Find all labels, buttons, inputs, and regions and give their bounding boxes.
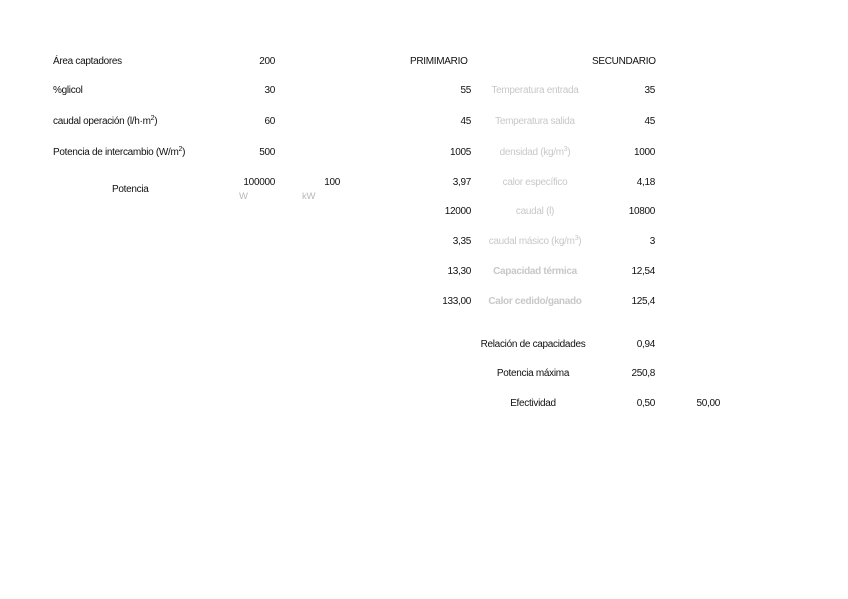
relacion-capacidades-value: 0,94 bbox=[636, 339, 655, 350]
primario-header: PRIMIMARIO bbox=[410, 56, 468, 67]
secundario-header: SECUNDARIO bbox=[592, 56, 656, 67]
potencia-kw-unit: kW bbox=[302, 191, 316, 202]
table-row-label: densidad $(kg/m^3)$ bbox=[499, 146, 571, 158]
potencia-intercambio-label: Potencia de intercambio $(W/m^2)$ bbox=[53, 146, 186, 158]
table-row-secondary: 3 bbox=[649, 236, 655, 247]
table-row-secondary: 4,18 bbox=[636, 177, 655, 188]
potencia-intercambio-value: 500 bbox=[259, 147, 275, 158]
potencia-label: Potencia bbox=[112, 184, 149, 195]
table-row-label: Calor cedido/ganado bbox=[488, 296, 582, 307]
efectividad-label: Efectividad bbox=[510, 398, 556, 409]
table-row-label: caudal (l) bbox=[515, 206, 555, 217]
efectividad-value: 0,50 bbox=[636, 398, 655, 409]
potencia-maxima-value: 250,8 bbox=[631, 368, 655, 379]
table-row-secondary: 125,4 bbox=[631, 296, 655, 307]
caudal-operacion-value: 60 bbox=[264, 116, 275, 127]
efectividad-percent: 50,00 bbox=[696, 398, 720, 409]
table-row-primary: 45 bbox=[460, 116, 471, 127]
table-row-secondary: 45 bbox=[644, 116, 655, 127]
table-row-label: calor específico bbox=[502, 177, 568, 188]
table-row-primary: 55 bbox=[460, 85, 471, 96]
table-row-secondary: 12,54 bbox=[631, 266, 655, 277]
caudal-operacion-label: caudal operación $(l/h\cdot m^2)$ bbox=[53, 115, 158, 127]
table-row-label: caudal másico $(kg/m^3)$ bbox=[488, 235, 582, 247]
area-captadores-value: 200 bbox=[259, 56, 275, 67]
table-row-primary: 12000 bbox=[444, 206, 471, 217]
table-row-primary: 3,35 bbox=[452, 236, 471, 247]
potencia-w-unit: W bbox=[239, 191, 248, 202]
table-row-primary: 3,97 bbox=[452, 177, 471, 188]
table-row-primary: 1005 bbox=[449, 147, 471, 158]
potencia-maxima-label: Potencia máxima bbox=[496, 368, 570, 379]
potencia-kw-value: 100 bbox=[324, 177, 340, 188]
table-row-secondary: 35 bbox=[644, 85, 655, 96]
table-row-primary: 133,00 bbox=[442, 296, 471, 307]
table-row-label: Capacidad térmica bbox=[493, 266, 577, 277]
table-row-label: Temperatura salida bbox=[495, 116, 575, 127]
table-row-label: Temperatura entrada bbox=[491, 85, 579, 96]
area-captadores-label: Área captadores bbox=[53, 56, 122, 67]
glicol-value: 30 bbox=[264, 85, 275, 96]
table-row-secondary: 10800 bbox=[628, 206, 655, 217]
potencia-w-value: 100000 bbox=[243, 177, 275, 188]
table-row-primary: 13,30 bbox=[447, 266, 471, 277]
table-row-secondary: 1000 bbox=[633, 147, 655, 158]
glicol-label: %glicol bbox=[53, 85, 83, 96]
relacion-capacidades-label: Relación de capacidades bbox=[480, 339, 586, 350]
